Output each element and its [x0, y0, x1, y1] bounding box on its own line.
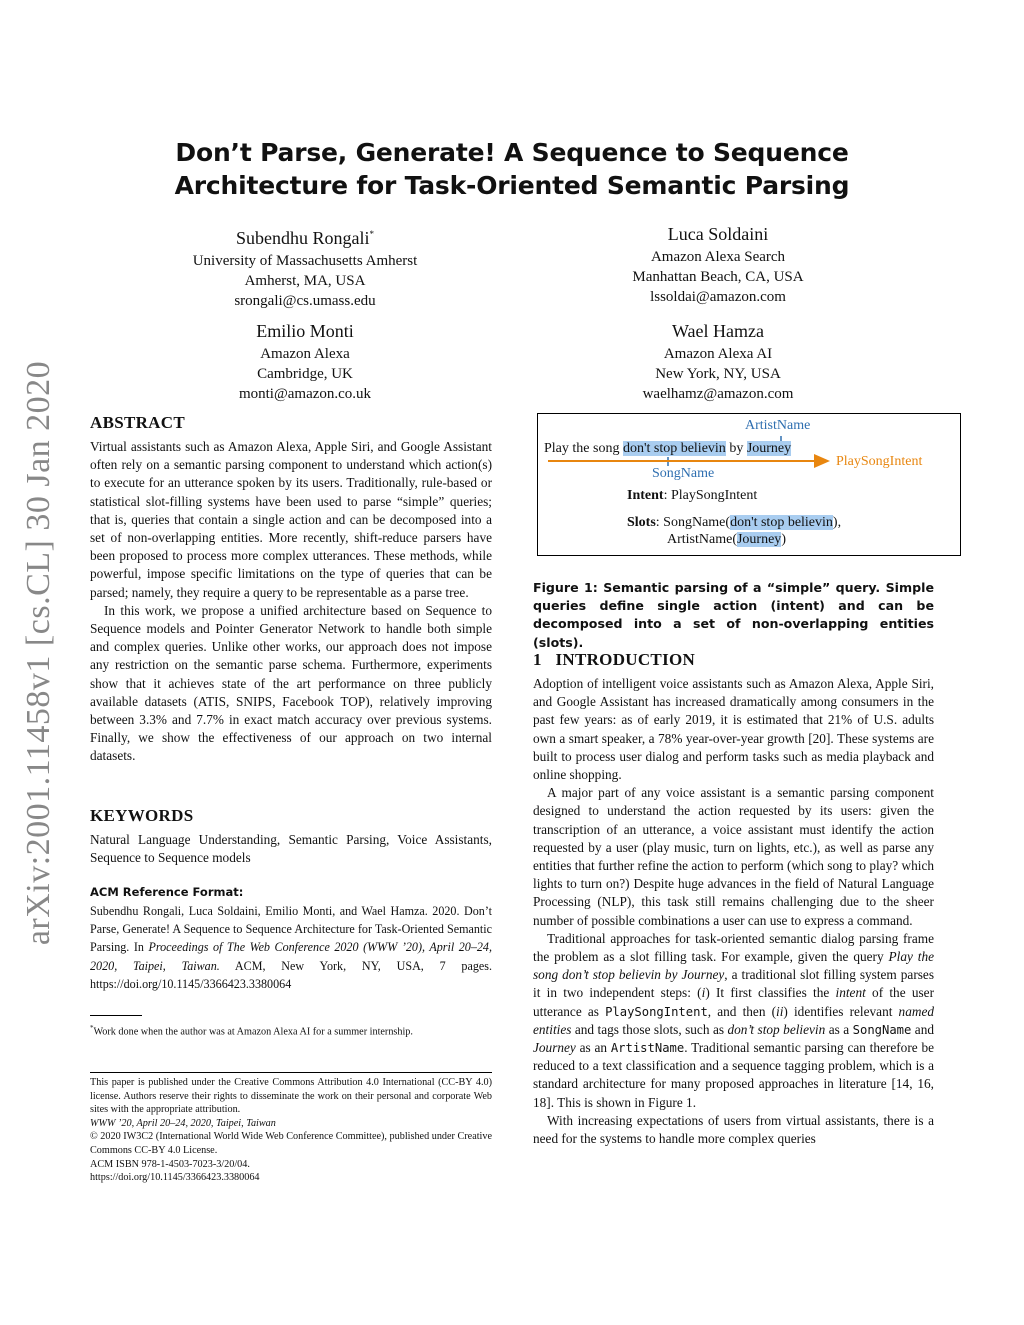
slots-artist-line [667, 532, 786, 548]
abstract-paragraph-1: Virtual assistants such as Amazon Alexa, Apple Siri, and Google Assistant often rely on a semantic parsing component to understand which action(s) to execute for an utterance spoken by its users. Traditionally, rule-based or statistical slot-filling systems have been used to parse “simple” queries; that is, queries that contain a single action and can be decomposed into a set of non-overlapping entities. More recently, shift-reduce parsers have been proposed to process more complex utterances. These methods, while powerful, impose specific limitations on the type of queries that can be parsed; namely, they require a query to be representable as a parse tree. [90, 439, 492, 600]
intro-paragraph-3 [533, 930, 934, 1112]
author-email: srongali@cs.umass.edu [234, 293, 376, 309]
artist-name-label: ArtistName [745, 418, 811, 433]
author-block-1 [125, 221, 485, 311]
author-affiliation: Amazon Alexa Search [650, 249, 786, 265]
song-span-highlight: don't stop believin [622, 441, 726, 456]
acm-ref-text [90, 902, 492, 993]
author-name: Emilio Monti [256, 321, 354, 341]
slots-line [627, 515, 841, 531]
slots-sep: : SongName( [655, 515, 731, 530]
song-example: don’t stop believin [727, 1021, 826, 1037]
slot-artist-value: Journey [736, 532, 782, 547]
text-run: ) It first classifies the [705, 985, 836, 1001]
artist-span-highlight: Journey [746, 441, 792, 456]
license-venue: WWW ’20, April 20–24, 2020, Taipei, Taiwan [90, 1117, 276, 1129]
author-block-2 [538, 221, 898, 307]
license-text: This paper is published under the Creative Commons Attribution 4.0 International (CC-BY 4.0) license. Authors reserve their rights to disseminate the work on their personal and corporate Web sites with the appropriate attribution. [90, 1077, 492, 1116]
abstract-paragraph-2: In this work, we propose a unified architecture based on Sequence to Sequence models and Pointer Generator Network to handle both simple and complex queries. Unlike other works, our approach does not impose any restriction on the semantic parse schema. Furthermore, experiments show that it achieves state of the art performance on three publicly available datasets (ATIS, SNIPS, Facebook TOP), relatively improving between 3.3% and 7.7% in exact match accuracy over previous systems. Finally, we show the effectiveness of our approach on two internal datasets. [90, 602, 492, 764]
license-rule [90, 1072, 492, 1073]
text-run: and tags those slots, such as [571, 1021, 728, 1037]
keywords-heading: KEYWORDS [90, 806, 194, 825]
slots-comma: ), [832, 515, 842, 530]
keywords-text: Natural Language Understanding, Semantic Parsing, Voice Assistants, Sequence to Sequence models [90, 832, 492, 866]
author-affiliation: Amazon Alexa [260, 346, 350, 362]
utterance-mid: by [725, 441, 747, 456]
acm-ref-heading: ACM Reference Format: [90, 885, 244, 899]
footnote-mark: * [90, 1024, 94, 1032]
text-run: , a traditional slot filling system parses it in two independent steps: ( [533, 967, 934, 1001]
author-email: monti@amazon.co.uk [238, 386, 372, 402]
acm-ref-publisher: ACM, New York, NY, USA, 7 pages. https://doi.org/10.1145/3366423.3380064 [90, 958, 492, 991]
intent-line [627, 488, 757, 504]
acm-ref-citation: Subendhu Rongali, Luca Soldaini, Emilio Monti, and Wael Hamza. 2020. Don’t Parse, Generate! A Sequence to Sequence Architecture for Task-Oriented Semantic Parsing. In [90, 904, 492, 955]
term-named-entities: named entities [533, 1003, 934, 1037]
text-run: . Traditional semantic parsing can therefore be reduced to a text classification and a sequence tagging problem, which is a standard architecture for many proposed approaches in literature [14, 16, 18]. This is shown in Figure 1. [533, 1040, 934, 1110]
figure-1-caption: Figure 1: Semantic parsing of a “simple” query. Simple queries define single action (intent) and can be decomposed into a set of non-overlapping entities (slots). [533, 580, 934, 650]
code-artistname: ArtistName [610, 1041, 685, 1056]
code-intent: PlaySongIntent [605, 1004, 708, 1019]
text-run: ) identifies relevant [783, 1003, 899, 1019]
license-block [90, 1076, 492, 1185]
slot-song-value: don't stop believin [730, 515, 833, 530]
author-location: Cambridge, UK [257, 366, 353, 382]
author-email: waelhamz@amazon.com [642, 386, 794, 402]
license-copyright: © 2020 IW3C2 (International World Wide Web Conference Committee), published under Creative Commons CC-BY 4.0 License. [90, 1131, 492, 1156]
text-run: of the user utterance as [533, 985, 935, 1019]
abstract-body [90, 438, 492, 766]
intent-arrow-head [814, 454, 830, 468]
arxiv-stamp [18, 360, 60, 945]
author-name: Subendhu Rongali [236, 228, 370, 248]
slots-close: ) [781, 532, 786, 547]
author-location: Manhattan Beach, CA, USA [632, 269, 804, 285]
intro-paragraph-1: Adoption of intelligent voice assistants such as Amazon Alexa, Apple Siri, and Google Assistant has increased dramatically among consumers in the past few years: as of early 2019, it is estimated that 21% of U.S. adults own a smart speaker, a 78% year-over-year growth [20]. These systems are built to process user dialog and perform tasks such as media playback and online shopping. [533, 676, 934, 783]
code-songname: SongName [852, 1022, 912, 1037]
term-intent: intent [835, 985, 866, 1001]
paper-title [120, 136, 904, 202]
author-affiliation: Amazon Alexa AI [663, 346, 773, 362]
text-run: as an [575, 1040, 611, 1056]
intro-heading [533, 650, 695, 670]
song-name-label: SongName [652, 466, 715, 481]
text-run: as a [825, 1021, 853, 1037]
author-name: Luca Soldaini [667, 224, 769, 244]
footnote-rule [90, 1015, 142, 1016]
text-run: , and then ( [707, 1003, 777, 1019]
step-marker: i [701, 985, 706, 1001]
step-marker: ii [776, 1003, 784, 1019]
utterance [544, 441, 791, 457]
author-block-4 [538, 318, 898, 404]
title-line-1: Don’t Parse, Generate! A Sequence to Sequence [175, 138, 849, 167]
slots-artist-pre: ArtistName( [667, 532, 737, 547]
intro-heading-text: INTRODUCTION [555, 650, 696, 669]
license-doi: https://doi.org/10.1145/3366423.3380064 [90, 1172, 260, 1184]
author-email: lssoldai@amazon.com [650, 289, 786, 305]
intro-paragraph-4: With increasing expectations of users from virtual assistants, there is a need for the systems to handle more complex queries [533, 1112, 934, 1147]
intro-heading-number: 1 [533, 650, 542, 669]
arxiv-id: arXiv:2001.11458v1 [cs.CL] 30 Jan 2020 [20, 360, 57, 945]
query-example: Play the song don’t stop believin by Journey [533, 949, 934, 983]
intent-output: PlaySongIntent [836, 454, 923, 469]
title-line-2: Architecture for Task-Oriented Semantic Parsing [174, 171, 850, 200]
footnote-text: Work done when the author was at Amazon Alexa AI for a summer internship. [93, 1026, 413, 1038]
footnote [90, 1022, 492, 1039]
author-location: Amherst, MA, USA [244, 273, 366, 289]
author-location: New York, NY, USA [655, 366, 781, 382]
utterance-start: Play the song [544, 441, 623, 456]
author-affiliation: University of Massachusetts Amherst [192, 253, 418, 269]
author-footnote-mark: * [369, 229, 374, 239]
abstract-heading: ABSTRACT [90, 413, 185, 432]
artist-example: Journey [533, 1040, 576, 1056]
author-block-3 [125, 318, 485, 404]
text-run: and [911, 1021, 935, 1037]
intro-body [533, 675, 934, 1148]
license-isbn: ACM ISBN 978-1-4503-7023-3/20/04. [90, 1158, 250, 1170]
figure-1 [537, 413, 961, 556]
intro-paragraph-2: A major part of any voice assistant is a semantic parsing component designed to understand the action requested by its users: given the transcription of an utterance, a voice assistant must identify the action requested by a user (play music, turn on lights, etc.), as well as parse any entities that further refine the action to perform (which song to play? which lights to turn on?) Despite huge advances in the field of Natural Language Processing (NLP), this task still remains challenging due to the sheer number of possible combinations a user can use to express a command. [533, 785, 934, 928]
acm-ref-venue: Proceedings of The Web Conference 2020 (WWW ’20), April 20–24, 2020, Taipei, Taiwan. [90, 940, 492, 973]
intent-key: Intent [627, 488, 664, 503]
intent-value: : PlaySongIntent [663, 488, 758, 503]
slots-key: Slots [627, 515, 656, 530]
author-name: Wael Hamza [672, 321, 764, 341]
text-run: Traditional approaches for task-oriented semantic dialog parsing frame the problem as a slot filling task. For example, given the query [533, 930, 934, 965]
